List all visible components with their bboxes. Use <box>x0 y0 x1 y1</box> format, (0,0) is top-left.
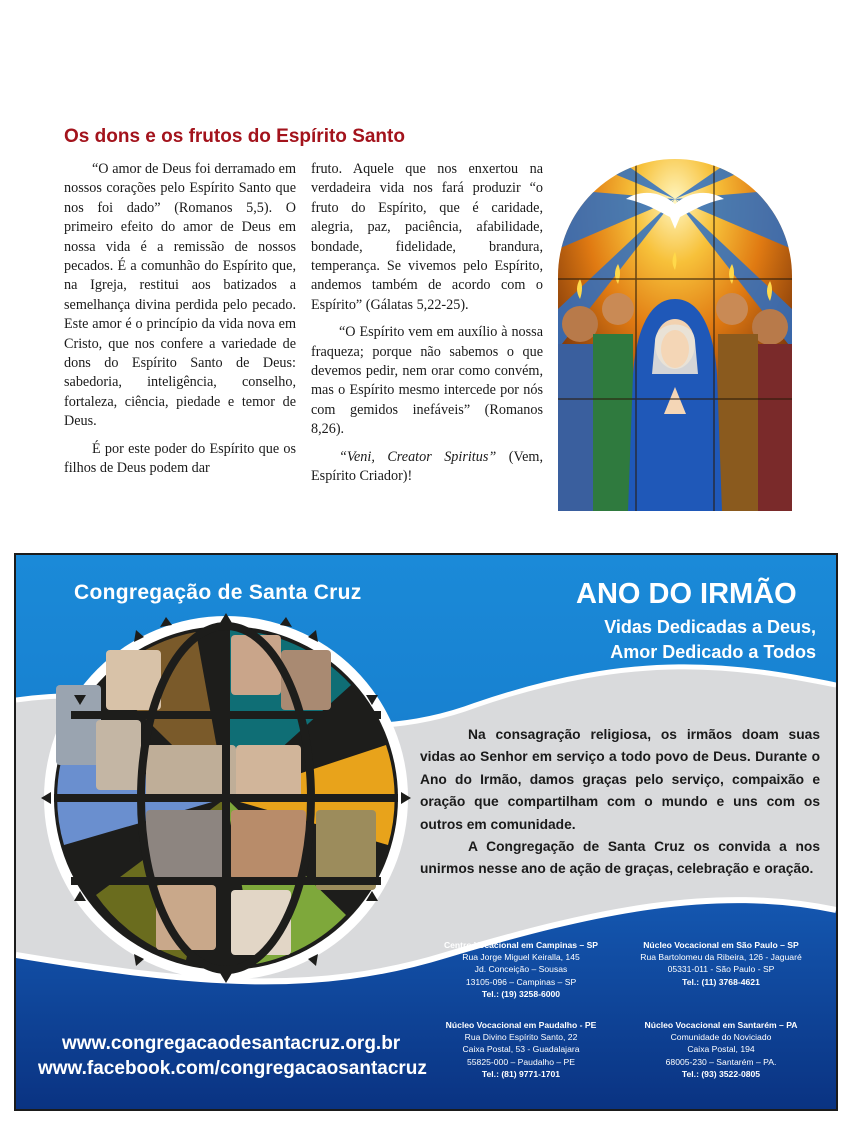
contact-address: Rua Divino Espírito Santo, 22 <box>464 1032 578 1043</box>
contact-address: 68005-230 – Santarém – PA. <box>665 1056 777 1067</box>
facebook-url[interactable]: www.facebook.com/congregacaosantacruz <box>38 1058 427 1079</box>
website-url[interactable]: www.congregacaodesantacruz.org.br <box>62 1033 401 1054</box>
paragraph <box>311 448 543 487</box>
contact-address: Jd. Conceição – Sousas <box>474 964 568 975</box>
contact-campinas <box>428 939 614 1000</box>
contact-phone: Tel.: (11) 3768-4621 <box>682 976 760 987</box>
contact-address: 13105-096 – Campinas – SP <box>465 976 577 987</box>
advertisement-banner <box>14 553 838 1111</box>
paragraph: É por este poder do Espírito que os filhos de Deus podem dar <box>64 440 296 477</box>
paragraph: A Congregação de Santa Cruz os convida a nos unirmos nesse ano de ação de graças, celebração e oração. <box>420 839 820 877</box>
contact-address: Comunidade do Noviciado <box>670 1032 772 1043</box>
paragraph: “O amor de Deus foi derramado em nossos corações pelo Espírito Santo que nos foi dado” (Romanos 5,5). O primeiro efeito do amor de Deus em nossa vida é a remissão de nossos pecados. É a comunhão do Espírito que, na Igreja, restitui aos batizados a semelhança divina perdida pelo pecado. Este amor é o princípio da vida nova em Cristo, que nos confere a variedade de dons do Espírito Santo de Deus: sabedoria, inteligência, conselho, fortaleza, ciência, piedade e temor de Deus. <box>64 161 296 430</box>
contact-sao-paulo <box>628 939 814 988</box>
stained-glass-image <box>558 159 792 511</box>
contact-title: Núcleo Vocacional em Paudalho - PE <box>445 1020 597 1030</box>
contact-address: Caixa Postal, 194 <box>687 1044 755 1055</box>
contact-title: Núcleo Vocacional em Santarém – PA <box>644 1020 798 1030</box>
latin-quote: “Veni, Creator Spiritus” <box>339 448 497 465</box>
article-title: Os dons e os frutos do Espírito Santo <box>64 126 405 147</box>
contact-santarem <box>628 1019 814 1080</box>
ad-body-text <box>420 724 820 881</box>
contact-title: Núcleo Vocacional em São Paulo – SP <box>643 940 799 950</box>
contact-phone: Tel.: (19) 3258-6000 <box>481 988 561 999</box>
quote-translation: (Vem, Espírito Criador)! <box>311 448 543 485</box>
contact-address: 05331-011 - São Paulo - SP <box>667 964 775 975</box>
congregation-name: Congregação de Santa Cruz <box>74 581 362 604</box>
article-column-2 <box>311 160 543 495</box>
ad-subheadline-1: Vidas Dedicadas a Deus, <box>604 617 816 637</box>
contact-paudalho <box>428 1019 614 1080</box>
paragraph: fruto. Aquele que nos enxertou na verdadeira vida nos fará produzir “o fruto do Espírito, que é caridade, alegria, paz, paciência, afabilidade, bondade, fidelidade, brandura, temperança. Se vivemos pelo Espírito, andemos também de acordo com o Espírito” (Gálatas 5,22-25). <box>311 161 543 313</box>
contact-address: 55825-000 – Paudalho – PE <box>467 1056 575 1067</box>
contact-address: Rua Jorge Miguel Keiralla, 145 <box>462 952 580 963</box>
paragraph: “O Espírito vem em auxílio à nossa fraqueza; porque não sabemos o que devemos pedir, nem orar como convém, mas o Espírito mesmo intercede por nós com gemidos inefáveis” (Romanos 8,26). <box>311 324 543 438</box>
contact-title: Centro Vocacional em Campinas – SP <box>443 940 599 950</box>
contact-phone: Tel.: (93) 3522-0805 <box>681 1068 761 1079</box>
contact-address: Rua Bartolomeu da Ribeira, 126 - Jaguaré <box>640 952 802 963</box>
contact-address: Caixa Postal, 53 - Guadalajara <box>462 1044 580 1055</box>
ad-headline: ANO DO IRMÃO <box>576 578 797 610</box>
contact-phone: Tel.: (81) 9771-1701 <box>481 1068 561 1079</box>
paragraph: Na consagração religiosa, os irmãos doam suas vidas ao Senhor em serviço a todo povo de Deus. Durante o Ano do Irmão, damos graças pelo serviço, compaixão e oração que compartilham com o mundo e uns com os outros em comunidade. <box>420 727 820 832</box>
ad-subheadline-2: Amor Dedicado a Todos <box>610 642 816 662</box>
article-column-1 <box>64 160 296 487</box>
